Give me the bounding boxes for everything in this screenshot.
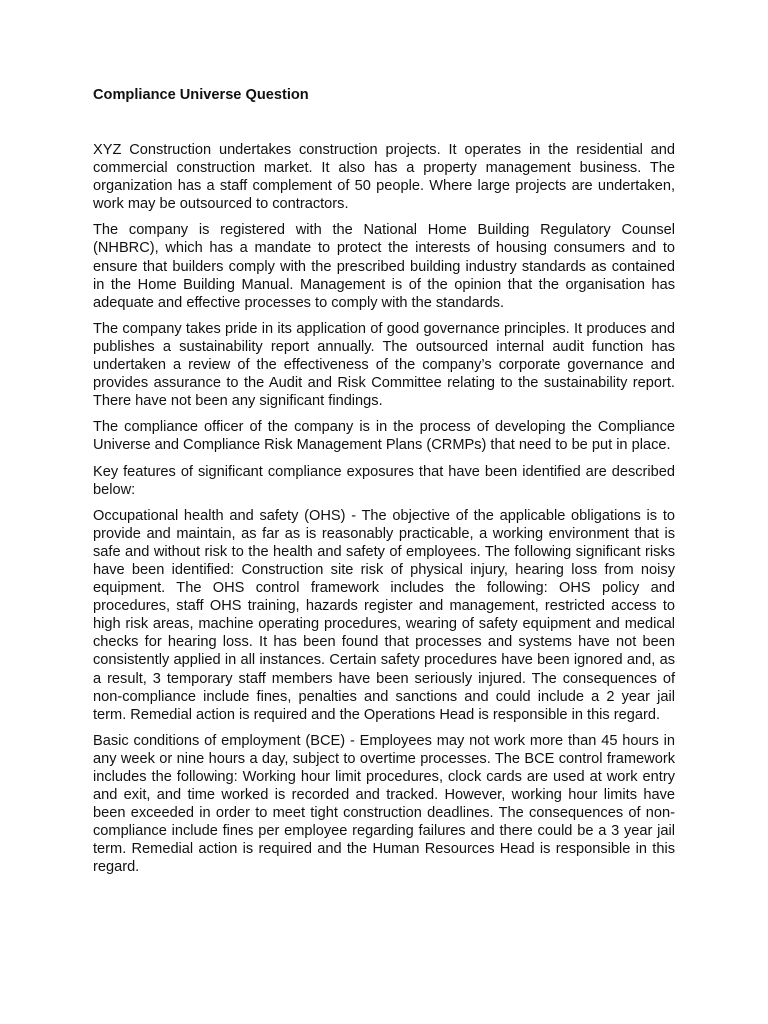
document-body [93, 86, 675, 885]
paragraph-governance: The company takes pride in its application of good governance principles. It produces and publishes a sustainability report annually. The outsourced internal audit function has undertaken a review of the effectiveness of the company’s corporate governance and provides assurance to the Audit and Risk Committee relating to the sustainability report. There have not been any significant findings. [93, 320, 675, 410]
paragraph-ohs: Occupational health and safety (OHS) - The objective of the applicable obligations is to provide and maintain, as far as is reasonably practicable, a working environment that is safe and without risk to the health and safety of employees. The following significant risks have been identified: Construction site risk of physical injury, hearing loss from noisy equipment. The OHS control framework includes the following: OHS policy and procedures, staff OHS training, hazards register and management, restricted access to high risk areas, machine operating procedures, wearing of safety equipment and medical checks for hearing loss. It has been found that processes and systems have not been consistently applied in all instances. Certain safety procedures have been ignored and, as a result, 3 temporary staff members have been seriously injured. The consequences of non-compliance include fines, penalties and sanctions and could include a 2 year jail term. Remedial action is required and the Operations Head is responsible in this regard. [93, 507, 675, 723]
paragraph-key-features-intro: Key features of significant compliance exposures that have been identified are described below: [93, 463, 675, 498]
document-title: Compliance Universe Question [93, 87, 309, 103]
paragraph-company-overview: XYZ Construction undertakes construction projects. It operates in the residential and commercial construction market. It also has a property management business. The organization has a staff complement of 50 people. Where large projects are undertaken, work may be outsourced to contractors. [93, 142, 675, 213]
paragraph-nhbrc-registration: The company is registered with the National Home Building Regulatory Counsel (NHBRC), which has a mandate to protect the interests of housing consumers and to ensure that builders comply with the prescribed building industry standards as contained in the Home Building Manual. Management is of the opinion that the organisation has adequate and effective processes to comply with the standards. [93, 222, 675, 311]
paragraph-bce: Basic conditions of employment (BCE) - Employees may not work more than 45 hours in any week or nine hours a day, subject to overtime processes. The BCE control framework includes the following: Working hour limit procedures, clock cards are used at work entry and exit, and time worked is recorded and tracked. However, working hour limits have been exceeded in order to meet tight construction deadlines. The consequences of non-compliance include fines per employee regarding failures and there could be a 3 year jail term. Remedial action is required and the Human Resources Head is responsible in this regard. [93, 732, 675, 876]
paragraph-compliance-officer: The compliance officer of the company is in the process of developing the Compliance Universe and Compliance Risk Management Plans (CRMPs) that need to be put in place. [93, 419, 675, 454]
